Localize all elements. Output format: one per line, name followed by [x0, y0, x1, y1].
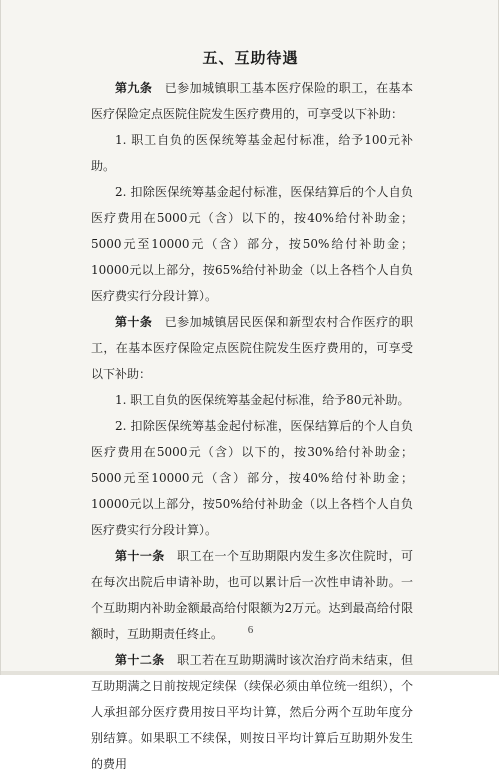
paragraph-text: 职工若在互助期满时该次治疗尚未结束，但互助期满之日前按规定续保（续保必须由单位统一组织），个人承担部分医疗费用按日平均计算，然后分两个互助年度分别结算。如果职工不续保，则按日平均计算后互助期外发生的费用: [91, 653, 413, 771]
paragraph-text: 已参加城镇居民医保和新型农村合作医疗的职工，在基本医疗保险定点医院住院发生医疗费用的，可享受以下补助：: [91, 315, 413, 381]
paragraph-article-10-item-1: [91, 387, 413, 413]
page-number: 6: [247, 624, 254, 636]
paragraph-article-9: [91, 75, 413, 127]
paragraph-article-9-item-2: [91, 179, 413, 309]
paragraph-text: 职工在一个互助期限内发生多次住院时，可在每次出院后申请补助，也可以累计后一次性申请补助。一个互助期内补助金额最高给付限额为2万元。达到最高给付限额时，互助期责任终止。: [91, 549, 413, 641]
paragraph-text: 2. 扣除医保统筹基金起付标准，医保结算后的个人自负医疗费用在5000元（含）以下的，按40%给付补助金；5000元至10000元（含）部分，按50%给付补助金；10000元以上部分，按65%给付补助金（以上各档个人自负医疗费实行分段计算）。: [91, 185, 413, 303]
paragraph-text: 2. 扣除医保统筹基金起付标准，医保结算后的个人自负医疗费用在5000元（含）以下的，按30%给付补助金；5000元至10000元（含）部分，按40%给付补助金；10000元以上部分，按50%给付补助金（以上各档个人自负医疗费实行分段计算）。: [91, 419, 413, 537]
section-title: 五、互助待遇: [202, 49, 299, 67]
paragraph-article-9-item-1: [91, 127, 413, 179]
paragraph-article-10-item-2: [91, 413, 413, 543]
paragraph-text: 已参加城镇职工基本医疗保险的职工，在基本医疗保险定点医院住院发生医疗费用的，可享受以下补助：: [91, 81, 413, 121]
paragraph-text: 1. 职工自负的医保统筹基金起付标准，给予100元补助。: [91, 133, 413, 173]
article-number: 第九条: [115, 81, 153, 95]
paragraph-article-12: [91, 647, 413, 777]
article-number: 第十一条: [115, 549, 165, 563]
article-number: 第十二条: [115, 653, 165, 667]
paragraph-text: 1. 职工自负的医保统筹基金起付标准，给予80元补助。: [115, 393, 410, 407]
article-number: 第十条: [115, 315, 153, 329]
document-body: [91, 75, 413, 777]
paragraph-article-10: [91, 309, 413, 387]
